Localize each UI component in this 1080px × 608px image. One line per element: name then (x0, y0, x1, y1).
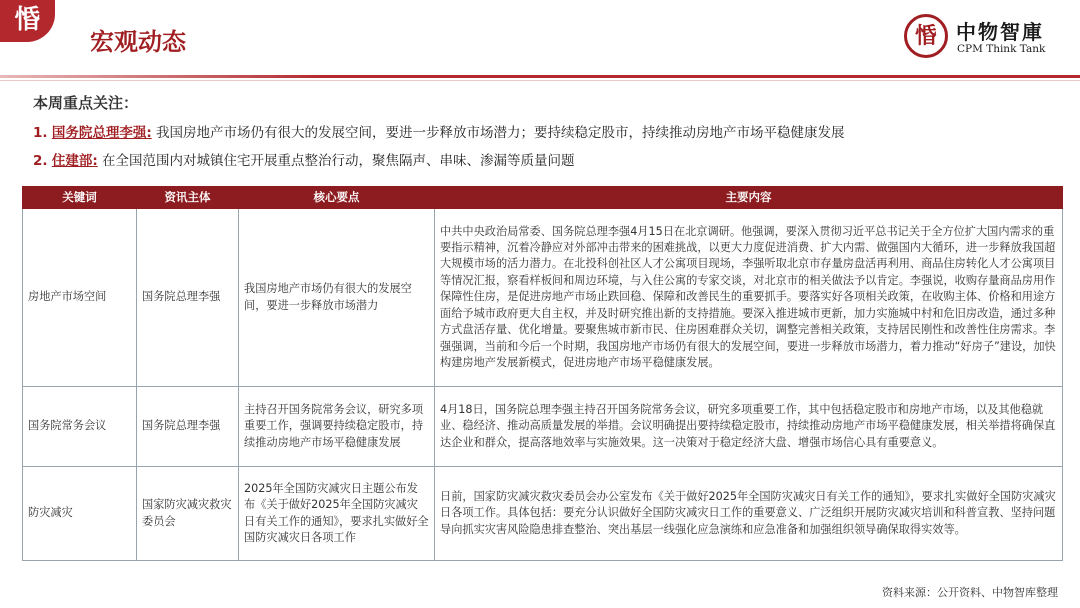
source-note: 资料来源：公开资料、中物智库整理 (882, 586, 1058, 599)
table-row (23, 467, 1063, 561)
cell-content: 中共中央政治局常委、国务院总理李强4月15日在北京调研。他强调，要深入贯彻习近平总书记关于全方位扩大国内需求的重要指示精神，沉着冷静应对外部冲击带来的困难挑战，以更大力度促进消费、扩大内需、做强国内大循环，进一步释放我国超大规模市场的活力潜力。在北投科创社区人才公寓项目现场，李强听取北京市存量房盘活再利用、商品住房转化人才公寓项目等情况汇报，察看样板间和周边环境，与入住公寓的专家交谈，对北京市的相关做法予以肯定。李强说，收购存量商品房用作保障性住房，是促进房地产市场止跌回稳、保障和改善民生的重要抓手。要落实好各项相关政策，在收购主体、价格和用途方面给予城市政府更大自主权，并及时研究推出新的支持措施。要深入推进城市更新，加力实施城中村和危旧房改造，通过多种方式盘活存量、优化增量。要聚焦城市新市民、住房困难群众关切，调整完善相关政策，支持居民刚性和改善性住房需求。李强强调，当前和今后一个时期，我国房地产市场仍有很大的发展空间，要进一步释放市场潜力，着力推动“好房子”建设，加快构建房地产发展新模式，促进房地产市场平稳健康发展。 (435, 209, 1063, 387)
logo-english-name: CPM Think Tank (957, 43, 1046, 55)
cell-key-point: 2025年全国防灾减灾日主题公布发布《关于做好2025年全国防灾减灾日有关工作的通知》，要求扎实做好全国防灾减灾日各项工作 (239, 467, 435, 561)
column-header-subject: 资讯主体 (137, 187, 239, 209)
column-header-content: 主要内容 (435, 187, 1063, 209)
table-header-row (23, 187, 1063, 209)
focus-item (33, 119, 1063, 147)
cell-key-point: 我国房地产市场仍有很大的发展空间，要进一步释放市场潜力 (239, 209, 435, 387)
logo-chinese-name: 中物智庫 (956, 20, 1044, 44)
company-logo (904, 14, 1064, 64)
cell-subject: 国务院总理李强 (137, 209, 239, 387)
focus-item (33, 147, 1063, 175)
page-title: 宏观动态 (90, 27, 186, 56)
cell-subject: 国务院总理李强 (137, 387, 239, 467)
cell-content: 日前，国家防灾减灾救灾委员会办公室发布《关于做好2025年全国防灾减灾日有关工作的通知》，要求扎实做好全国防灾减灾日各项工作。具体包括：要充分认识做好全国防灾减灾日工作的重要意义、广泛组织开展防灾减灾培训和科普宣教、坚持问题导向抓实灾害风险隐患排查整治、突出基层一线强化应急演练和应急准备和加强组织领导确保取得实效等。 (435, 467, 1063, 561)
table-row (23, 209, 1063, 387)
cell-key-point: 主持召开国务院常务会议，研究多项重要工作，强调要持续稳定股市，持续推动房地产市场平稳健康发展 (239, 387, 435, 467)
focus-item-text: 在全国范围内对城镇住宅开展重点整治行动，聚焦隔声、串味、渗漏等质量问题 (102, 153, 575, 169)
news-table (22, 186, 1063, 561)
focus-heading: 本周重点关注： (33, 94, 139, 112)
cell-keyword: 房地产市场空间 (23, 209, 137, 387)
table-row (23, 387, 1063, 467)
header-divider-thin (0, 80, 1080, 81)
focus-item-number: 2. (33, 153, 48, 169)
logo-emblem-icon: 惛 (904, 14, 948, 58)
column-header-keyword: 关键词 (23, 187, 137, 209)
column-header-key-point: 核心要点 (239, 187, 435, 209)
slide-header (0, 0, 1080, 80)
focus-item-source: 住建部: (51, 153, 98, 169)
cell-content: 4月18日，国务院总理李强主持召开国务院常务会议，研究多项重要工作，其中包括稳定股市和房地产市场，以及其他稳就业、稳经济、推动高质量发展的举措。会议明确提出要持续稳定股市，持续推动房地产市场平稳健康发展，相关举措将确保直达企业和群众，提高落地效率与实施效果。这一决策对于稳定经济大盘、增强市场信心具有重要意义。 (435, 387, 1063, 467)
cell-keyword: 国务院常务会议 (23, 387, 137, 467)
cell-subject: 国家防灾减灾救灾委员会 (137, 467, 239, 561)
focus-item-number: 1. (33, 125, 48, 141)
brand-mark: 惛 (0, 0, 55, 42)
focus-item-text: 我国房地产市场仍有很大的发展空间，要进一步释放市场潜力；要持续稳定股市，持续推动房地产市场平稳健康发展 (156, 125, 845, 141)
weekly-focus (33, 92, 1063, 175)
cell-keyword: 防灾减灾 (23, 467, 137, 561)
focus-item-source: 国务院总理李强: (51, 125, 152, 141)
header-divider (0, 75, 1080, 78)
